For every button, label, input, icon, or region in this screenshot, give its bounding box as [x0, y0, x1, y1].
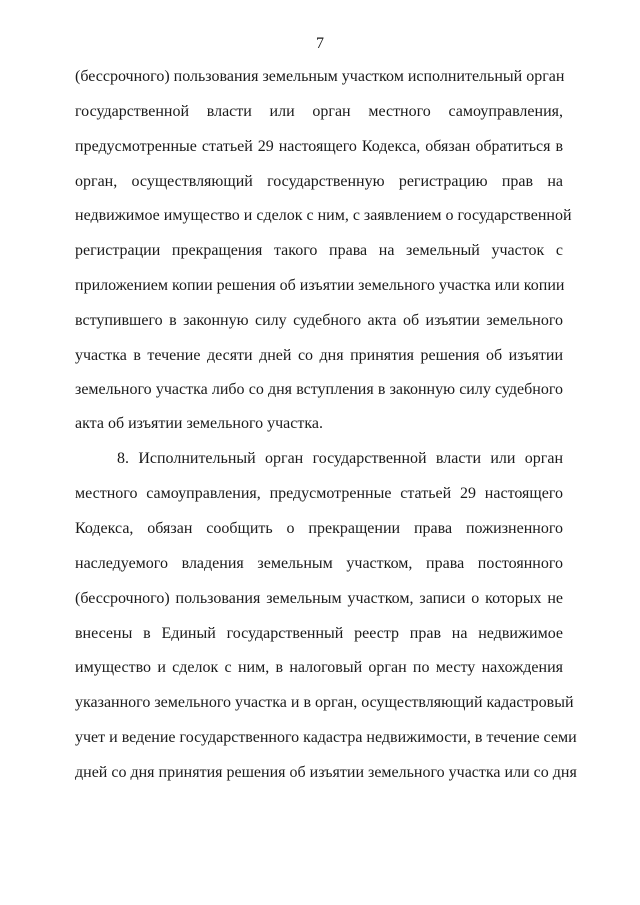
text-line: имущество и сделок с ним, в налоговый орган по месту нахождения — [75, 659, 563, 676]
text-line: земельного участка либо со дня вступления в законную силу судебного — [75, 381, 563, 398]
text-line: вступившего в законную силу судебного акта об изъятии земельного — [75, 312, 563, 329]
text-line: указанного земельного участка и в орган, осуществляющий кадастровый — [75, 694, 574, 711]
text-line: приложением копии решения об изъятии земельного участка или копии — [75, 277, 565, 294]
text-line: Кодекса, обязан сообщить о прекращении права пожизненного — [75, 520, 563, 537]
text-line: участка в течение десяти дней со дня принятия решения об изъятии — [75, 347, 563, 364]
text-line: учет и ведение государственного кадастра недвижимости, в течение семи — [75, 729, 577, 746]
text-line: (бессрочного) пользования земельным участком, записи о которых не — [75, 590, 563, 607]
text-line: регистрации прекращения такого права на земельный участок с — [75, 242, 563, 259]
text-line: местного самоуправления, предусмотренные статьей 29 настоящего — [75, 485, 563, 502]
page-number: 7 — [316, 35, 324, 52]
text-line: предусмотренные статьей 29 настоящего Кодекса, обязан обратиться в — [75, 138, 563, 155]
text-line: орган, осуществляющий государственную регистрацию прав на — [75, 173, 563, 190]
text-line: внесены в Единый государственный реестр прав на недвижимое — [75, 625, 563, 642]
text-line: недвижимое имущество и сделок с ним, с заявлением о государственной — [75, 207, 572, 224]
text-line: дней со дня принятия решения об изъятии земельного участка или со дня — [75, 764, 577, 781]
text-line: 8. Исполнительный орган государственной власти или орган — [117, 450, 563, 467]
text-line: государственной власти или орган местного самоуправления, — [75, 103, 563, 120]
text-line: наследуемого владения земельным участком, права постоянного — [75, 555, 563, 572]
text-line: (бессрочного) пользования земельным участком исполнительный орган — [75, 68, 565, 85]
text-line: акта об изъятии земельного участка. — [75, 415, 323, 432]
